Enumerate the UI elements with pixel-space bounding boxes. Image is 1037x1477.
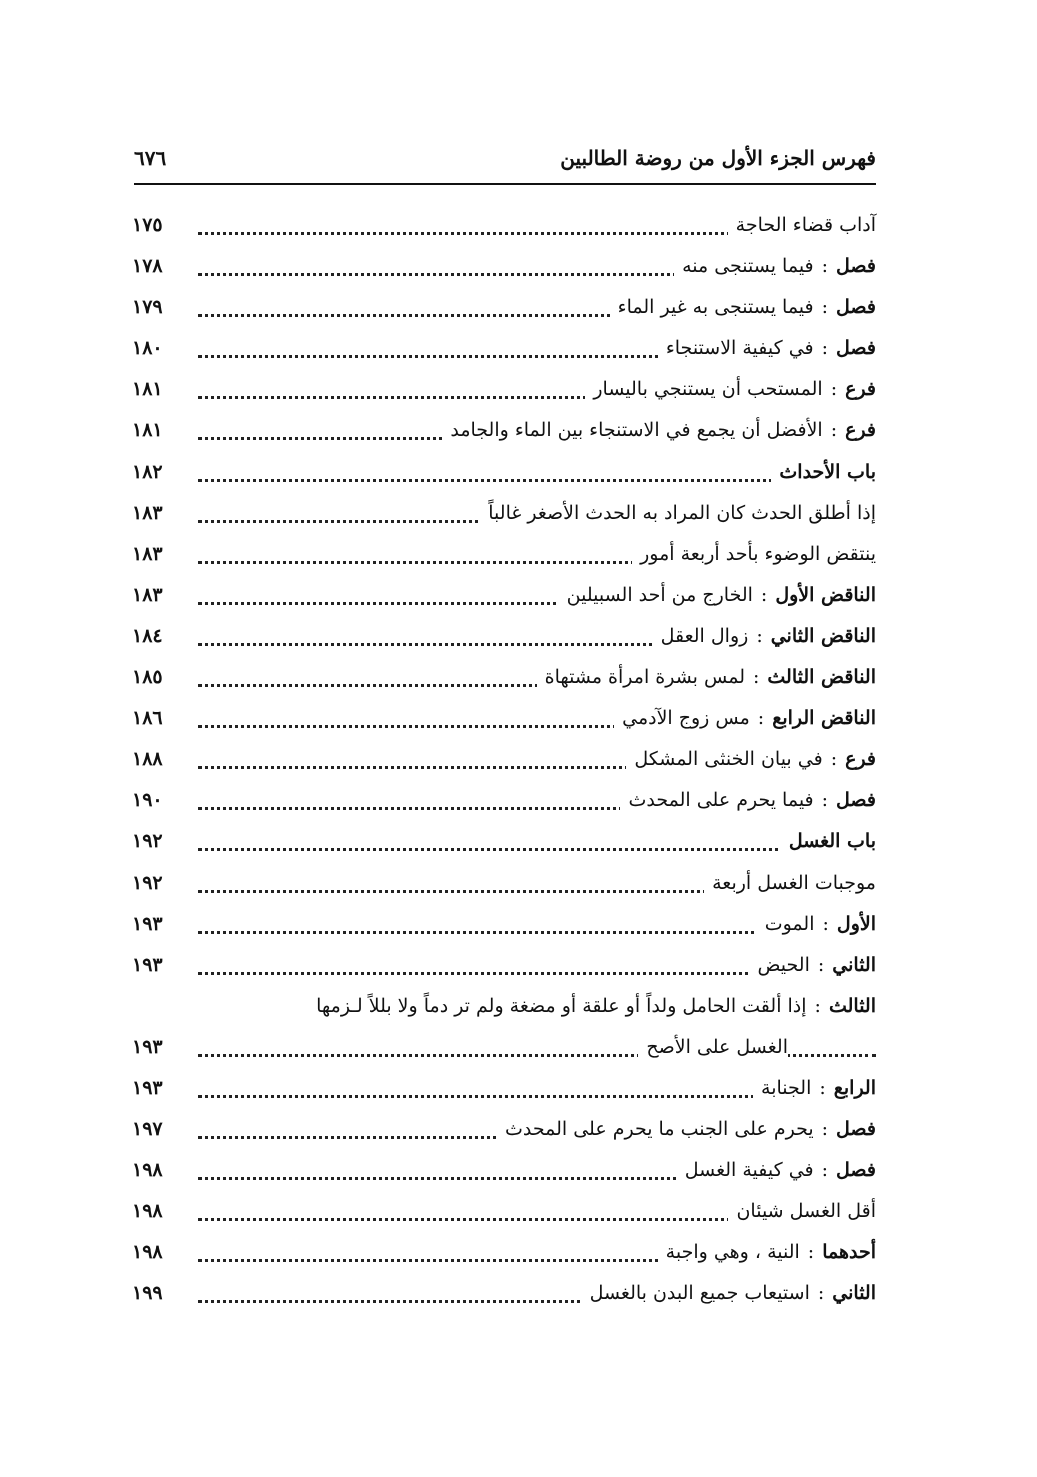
toc-entry-label: فرع: [845, 378, 876, 401]
toc-entry-title: الثالث:إذا ألقت الحامل ولداً أو علقة أو مضغة ولم تر دماً ولا بللاً لـزمها: [316, 994, 876, 1017]
toc-entry: [132, 498, 876, 539]
toc-entry-label: فرع: [845, 419, 876, 442]
toc-entry-text: موجبات الغسل أربعة: [712, 871, 876, 894]
toc-entry-page: ١٧٥: [132, 214, 163, 236]
toc-entry-label: الأول: [836, 912, 876, 935]
page-number: ٦٧٦: [134, 146, 167, 170]
toc-entry: [132, 1196, 876, 1237]
table-of-contents: [132, 210, 876, 1320]
toc-entry-page: ١٩٧: [132, 1118, 163, 1141]
toc-entry: [132, 744, 876, 785]
toc-entry-title: الناقض الأول:الخارج من أحد السبيلين: [559, 584, 876, 606]
toc-entry: [132, 415, 876, 456]
toc-entry: [132, 333, 876, 374]
toc-entry-text: إذا ألقت الحامل ولداً أو علقة أو مضغة ولم تر دماً ولا بللاً لـزمها: [316, 994, 807, 1017]
toc-entry: [132, 374, 876, 415]
toc-entry: [132, 662, 876, 703]
toc-entry-label: الناقض الثاني: [770, 624, 876, 647]
toc-entry-page: ١٨٠: [132, 337, 163, 360]
toc-entry-title: [728, 1200, 876, 1222]
toc-entry: [132, 703, 876, 744]
toc-entry-text: استيعاب جميع البدن بالغسل: [589, 1282, 810, 1305]
toc-entry-title: [781, 830, 876, 852]
toc-entry: [132, 1073, 876, 1114]
toc-entry: [132, 991, 876, 1032]
toc-entry: [132, 1237, 876, 1278]
toc-entry-text: يحرم على الجنب ما يحرم على المحدث: [505, 1118, 814, 1141]
toc-entry-text: الحيض: [757, 953, 810, 976]
toc-entry-title: فصل:في كيفية الاستنجاء: [658, 337, 876, 359]
toc-entry: [132, 868, 876, 909]
toc-entry-title: فصل:في كيفية الغسل: [677, 1159, 876, 1181]
toc-entry-title: الرابع:الجنابة: [753, 1077, 876, 1099]
toc-entry: [132, 909, 876, 950]
toc-entry: [132, 251, 876, 292]
toc-entry-text: زوال العقل: [660, 624, 749, 647]
toc-entry-title: [728, 214, 876, 236]
toc-entry-page: ١٩٩: [132, 1282, 163, 1305]
toc-entry: [132, 210, 876, 251]
toc-entry: [132, 1114, 876, 1155]
toc-entry-label: فصل: [836, 1159, 876, 1182]
toc-entry-title: فصل:فيما يحرم على المحدث: [620, 789, 876, 811]
toc-entry-label: فصل: [836, 1118, 876, 1141]
toc-entry-page: ١٩٨: [132, 1241, 163, 1264]
toc-entry-text: أقل الغسل شيئان: [736, 1200, 876, 1223]
toc-entry-page: ١٩٨: [132, 1200, 163, 1223]
toc-entry-text: الجنابة: [761, 1076, 812, 1099]
toc-entry-title: [771, 461, 876, 483]
toc-entry-label: فصل: [836, 789, 876, 812]
toc-entry: [132, 539, 876, 580]
toc-entry-label: فصل: [836, 337, 876, 360]
toc-entry-text: الخارج من أحد السبيلين: [566, 583, 753, 606]
toc-entry-page: ١٨١: [132, 378, 163, 401]
toc-entry-title: أحدهما:النية ، وهي واجبة: [658, 1241, 876, 1263]
toc-entry-label: الناقض الأول: [775, 583, 876, 606]
toc-entry-page: ١٨٥: [132, 666, 163, 689]
toc-entry-page: ١٨٣: [132, 583, 163, 606]
toc-entry-title: الناقض الثاني:زوال العقل: [653, 625, 876, 647]
toc-entry-page: ١٧٨: [132, 255, 163, 278]
toc-entry-page: ١٨٣: [132, 542, 163, 565]
toc-entry: [132, 1155, 876, 1196]
toc-entry-title: الناقض الرابع:مس زوج الآدمي: [614, 707, 876, 729]
toc-entry-page: ١٧٩: [132, 296, 163, 319]
toc-entry-page: ١٨٣: [132, 501, 163, 524]
toc-entry-page: ١٩٢: [132, 830, 163, 853]
toc-entry-page: ١٨٤: [132, 624, 163, 647]
toc-entry-label: الناقض الثالث: [767, 666, 876, 689]
toc-entry: [132, 826, 876, 867]
toc-entry-label: أحدهما: [822, 1241, 876, 1264]
toc-entry-title: فرع:في بيان الخنثى المشكل: [626, 748, 876, 770]
toc-entry-page: ١٨١: [132, 419, 163, 442]
toc-entry-text: الموت: [764, 912, 815, 935]
toc-entry-page: ١٩٣: [132, 1076, 163, 1099]
toc-entry-text: فيما يحرم على المحدث: [628, 789, 814, 812]
toc-entry: [132, 621, 876, 662]
header-rule: [134, 183, 876, 185]
toc-entry-text: مس زوج الآدمي: [622, 707, 750, 730]
toc-entry: [132, 457, 876, 498]
toc-entry-text: في كيفية الاستنجاء: [665, 337, 814, 360]
toc-entry-title: فصل:فيما يستنجى منه: [674, 255, 876, 277]
running-title: فهرس الجزء الأول من روضة الطالبين: [560, 146, 876, 170]
toc-entry-title: [480, 502, 876, 524]
toc-entry: [132, 580, 876, 621]
toc-entry: [132, 1278, 876, 1319]
toc-entry: [132, 292, 876, 333]
toc-entry-title: [638, 1036, 788, 1058]
toc-entry-page: ١٩٢: [132, 871, 163, 894]
toc-entry-title: الثاني:الحيض: [750, 954, 876, 976]
toc-entry-text: الأفضل أن يجمع في الاستنجاء بين الماء والجامد: [450, 419, 823, 442]
toc-entry-page: ١٨٦: [132, 707, 163, 730]
toc-entry-title: فرع:المستحب أن يستنجي باليسار: [585, 378, 876, 400]
toc-entry-title: الأول:الموت: [757, 913, 876, 935]
toc-entry-text: المستحب أن يستنجي باليسار: [593, 378, 823, 401]
toc-entry-text: النية ، وهي واجبة: [665, 1241, 800, 1264]
toc-entry-text: الغسل على الأصح: [646, 1035, 788, 1058]
toc-entry-page: ١٩٨: [132, 1159, 163, 1182]
page-header: [134, 146, 876, 180]
toc-entry-page: ١٩٣: [132, 953, 163, 976]
toc-entry-label: فرع: [845, 748, 876, 771]
toc-entry-page: ١٩٠: [132, 789, 163, 812]
toc-entry-title: [704, 872, 876, 894]
toc-entry-text: إذا أطلق الحدث كان المراد به الحدث الأصغر غالباً: [488, 501, 876, 524]
toc-entry-text: باب الغسل: [788, 830, 876, 853]
toc-entry-label: فصل: [836, 255, 876, 278]
toc-entry-title: الناقض الثالث:لمس بشرة امرأة مشتهاة: [537, 666, 876, 688]
toc-entry-page: ١٨٨: [132, 748, 163, 771]
toc-entry-label: فصل: [836, 296, 876, 319]
toc-entry-text: ينتقض الوضوء بأحد أربعة أمور: [640, 542, 876, 565]
toc-entry-title: فصل:فيما يستنجى به غير الماء: [610, 296, 876, 318]
toc-entry: [132, 1032, 876, 1073]
toc-entry-page: ١٨٢: [132, 460, 163, 483]
toc-entry-text: في بيان الخنثى المشكل: [634, 748, 823, 771]
toc-entry-label: الثاني: [832, 953, 876, 976]
toc-entry-title: فرع:الأفضل أن يجمع في الاستنجاء بين الماء والجامد: [442, 419, 876, 441]
toc-entry-title: [632, 543, 876, 565]
toc-entry-text: في كيفية الغسل: [684, 1159, 814, 1182]
toc-entry-title: الثاني:استيعاب جميع البدن بالغسل: [582, 1282, 876, 1304]
toc-entry-title: فصل:يحرم على الجنب ما يحرم على المحدث: [497, 1118, 876, 1140]
toc-entry-text: لمس بشرة امرأة مشتهاة: [544, 666, 745, 689]
toc-entry-text: فيما يستنجى منه: [682, 255, 814, 278]
toc-entry-label: الثالث: [828, 994, 876, 1017]
toc-entry-label: الرابع: [833, 1076, 876, 1099]
toc-entry-label: الناقض الرابع: [772, 707, 876, 730]
toc-entry-text: باب الأحداث: [779, 460, 876, 483]
toc-entry-text: فيما يستنجى به غير الماء: [617, 296, 814, 319]
dot-leader: [198, 848, 876, 851]
toc-entry: [132, 950, 876, 991]
toc-entry-label: الثاني: [832, 1282, 876, 1305]
toc-entry-page: ١٩٣: [132, 1035, 163, 1058]
toc-entry: [132, 785, 876, 826]
toc-entry-text: آداب قضاء الحاجة: [735, 214, 876, 236]
toc-entry-page: ١٩٣: [132, 912, 163, 935]
